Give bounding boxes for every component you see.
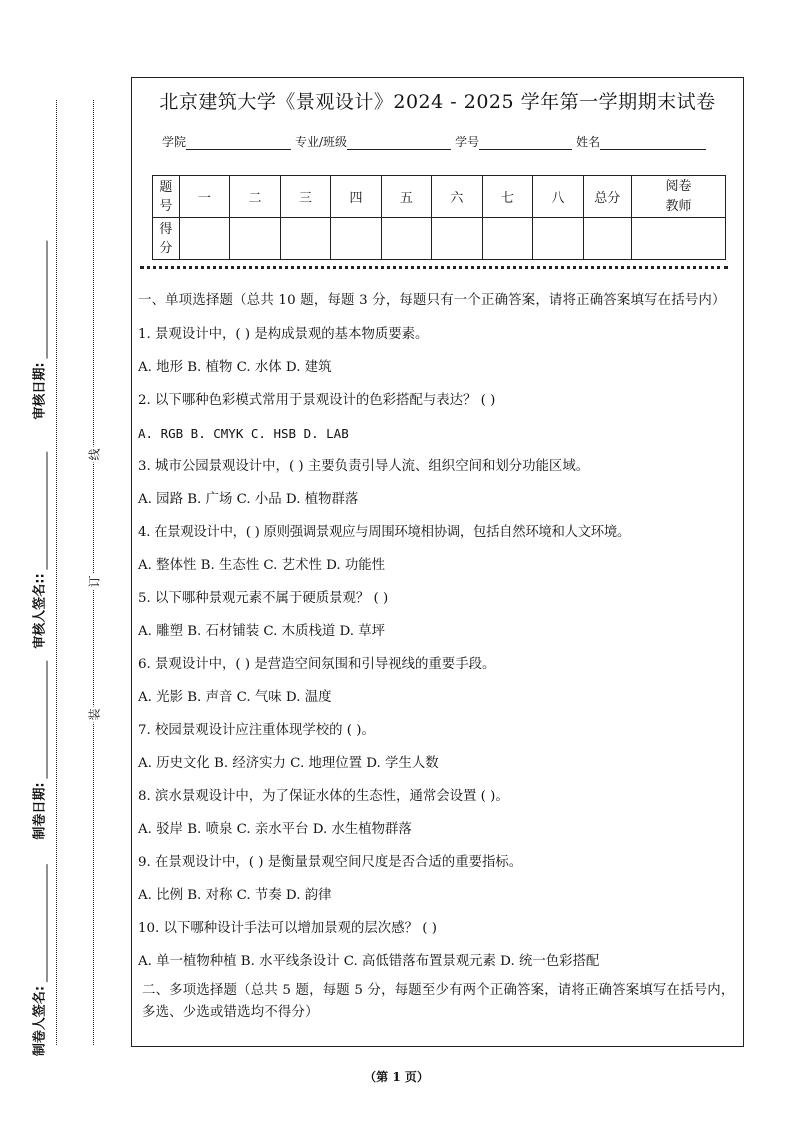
make-date-label: 制卷日期: [32,782,48,840]
student-info-row [162,133,710,150]
make-date-field[interactable] [20,650,56,850]
score-head-text: 得 分 [159,221,173,256]
score-table-score-row [153,218,726,260]
score-head [153,218,180,260]
reviewer-sign-cell[interactable] [632,218,726,260]
question-5: 5. 以下哪种景观元素不属于硬质景观？ ( ) [138,591,389,606]
score-table [152,175,726,260]
col-head: 八 [533,176,583,218]
question-1-options: A. 地形 B. 植物 C. 水体 D. 建筑 [138,360,332,375]
question-10: 10. 以下哪种设计手法可以增加景观的层次感？ ( ) [138,921,437,936]
question-2-options: A. RGB B. CMYK C. HSB D. LAB [138,426,349,441]
question-8-options: A. 驳岸 B. 喷泉 C. 亲水平台 D. 水生植物群落 [138,822,412,837]
score-cell[interactable] [280,218,330,260]
question-no-head [153,176,180,218]
binding-char-ding: 订 [87,575,102,588]
section-divider [140,266,728,269]
college-field[interactable] [186,136,291,150]
question-10-options: A. 单一植物种植 B. 水平线条设计 C. 高低错落布置景观元素 D. 统一色彩搭配 [138,954,600,969]
question-9-options: A. 比例 B. 对称 C. 节奏 D. 韵律 [138,888,332,903]
binding-char-line: 线 [87,448,102,461]
question-2: 2. 以下哪种色彩模式常用于景观设计的色彩搭配与表达？ ( ) [138,393,496,408]
binding-dotted-line-outer [56,100,57,1045]
score-cell[interactable] [230,218,280,260]
total-head: 总分 [583,176,632,218]
major-class-label: 专业/班级 [295,135,348,149]
review-date-field[interactable] [20,230,56,430]
review-date-label: 审核日期: [32,362,48,420]
name-field[interactable] [600,136,706,150]
reviewer-sign-label: 审核人签名:: [32,573,48,649]
col-head: 五 [381,176,431,218]
question-3: 3. 城市公园景观设计中，( ) 主要负责引导人流、组织空间和划分功能区域。 [138,459,590,474]
reviewer-sign-field[interactable] [20,450,56,650]
student-id-label: 学号 [455,135,480,149]
student-id-field[interactable] [479,136,572,150]
score-cell[interactable] [432,218,482,260]
section2-heading: 二、多项选择题（总共 5 题，每题 5 分，每题至少有两个正确答案，请将正确答案填写在括号内，多选、少选或错选均不得分） [142,983,735,1020]
question-6: 6. 景观设计中，( ) 是营造空间氛围和引导视线的重要手段。 [138,657,496,672]
question-3-options: A. 园路 B. 广场 C. 小品 D. 植物群落 [138,492,359,507]
question-9: 9. 在景观设计中，( ) 是衡量景观空间尺度是否合适的重要指标。 [138,855,523,870]
question-5-options: A. 雕塑 B. 石材铺装 C. 木质栈道 D. 草坪 [138,624,386,639]
binding-char-zhuang: 装 [87,708,102,721]
question-7: 7. 校园景观设计应注重体现学校的 ( )。 [138,723,375,738]
col-head: 三 [280,176,330,218]
section1-heading: 一、单项选择题（总共 10 题，每题 3 分，每题只有一个正确答案，请将正确答案填写在括号内） [138,293,726,308]
score-cell[interactable] [482,218,532,260]
col-head: 六 [432,176,482,218]
binding-dotted-line-inner [93,100,94,1045]
question-7-options: A. 历史文化 B. 经济实力 C. 地理位置 D. 学生人数 [138,756,439,771]
college-label: 学院 [162,135,187,149]
major-class-field[interactable] [347,136,451,150]
total-score-cell[interactable] [583,218,632,260]
exam-frame [131,77,744,1047]
question-1: 1. 景观设计中，( ) 是构成景观的基本物质要素。 [138,327,429,342]
question-4: 4. 在景观设计中，( ) 原则强调景观应与周围环境相协调，包括自然环境和人文环境。 [138,525,631,540]
score-cell[interactable] [331,218,381,260]
score-cell[interactable] [533,218,583,260]
score-cell[interactable] [381,218,431,260]
question-8: 8. 滨水景观设计中，为了保证水体的生态性，通常会设置 ( )。 [138,789,509,804]
col-head: 四 [331,176,381,218]
maker-sign-field[interactable] [20,860,56,1060]
score-cell[interactable] [179,218,229,260]
col-head: 二 [230,176,280,218]
page-number: （第 1 页） [364,1070,429,1084]
maker-sign-label: 制卷人签名: [32,985,48,1057]
exam-content [138,290,743,1024]
question-4-options: A. 整体性 B. 生态性 C. 艺术性 D. 功能性 [138,558,386,573]
col-head: 一 [179,176,229,218]
exam-title: 北京建筑大学《景观设计》2024 - 2025 学年第一学期期末试卷 [159,91,716,113]
name-label: 姓名 [576,135,601,149]
question-6-options: A. 光影 B. 声音 C. 气味 D. 温度 [138,690,332,705]
score-table-header-row [153,176,726,218]
col-head: 七 [482,176,532,218]
reviewer-head [632,176,726,218]
question-no-head-text: 题 号 [159,179,173,214]
reviewer-head-text: 阅卷 教师 [665,178,692,214]
